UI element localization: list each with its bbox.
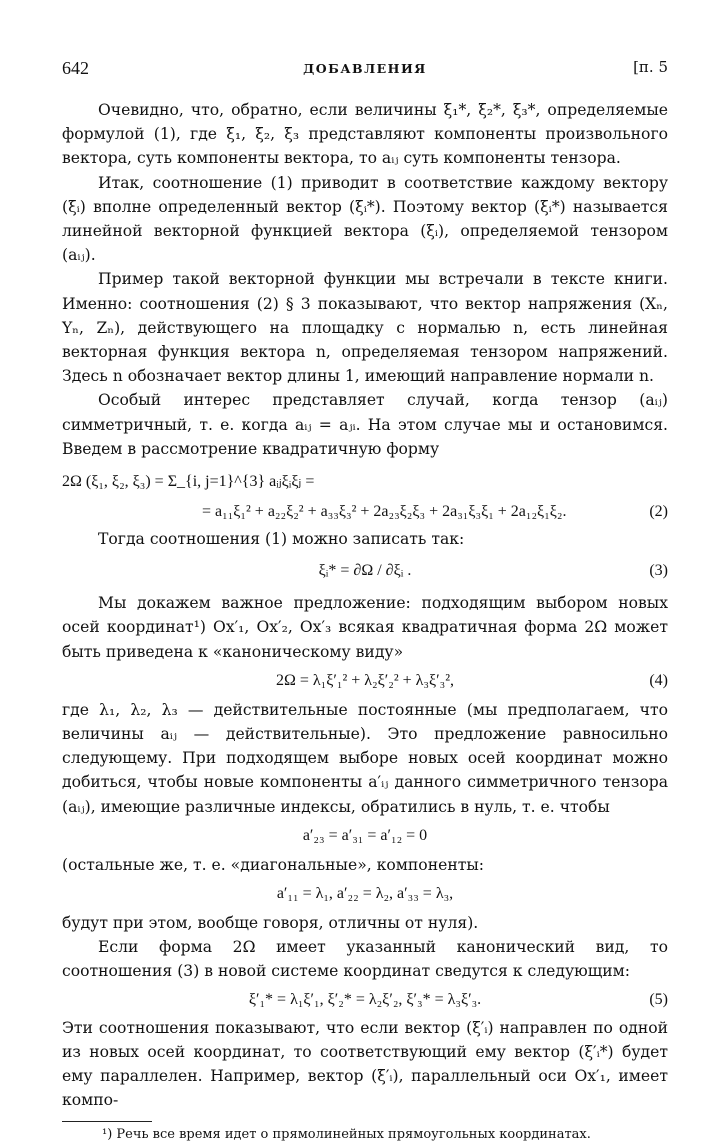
paragraph-11: Эти соотношения показывают, что если вектор (ξ′ᵢ) направлен по одной из новых осей координат, то соответствующий ему вектор (ξ′ᵢ*) будет ему параллелен. Например, вектор (ξ′ᵢ), параллельный оси Ox′₁, имеет компо- (62, 1018, 668, 1110)
formula-2-first: 2Ω (ξ₁, ξ₂, ξ₃) = Σ_{i, j=1}^{3} aᵢⱼξᵢξⱼ = (62, 473, 315, 491)
formula-3-body: ξᵢ* = ∂Ω / ∂ξᵢ . (318, 562, 412, 580)
page (62, 58, 668, 1144)
formula-4-body: 2Ω = λ₁ξ′₁² + λ₂ξ′₂² + λ₃ξ′₃², (276, 671, 454, 689)
paragraph-3: Пример такой векторной функции мы встречали в тексте книги. Именно: соотношения (2) § 3 показывают, что вектор напряжения (Xₙ, Yₙ, Zₙ), действующего на площадку с нормалью n, есть линейная векторная функция вектора n, определяемая тензором напряжений. Здесь n обозначает вектор длины 1, имеющий направление нормали n. (62, 270, 668, 386)
formula-zero-body: a′₂₃ = a′₃₁ = a′₁₂ = 0 (302, 826, 428, 844)
formula-3-number: (3) (649, 562, 668, 580)
formula-5 (62, 984, 668, 1016)
formula-5-body: ξ′₁* = λ₁ξ′₁, ξ′₂* = λ₂ξ′₂, ξ′₃* = λ₃ξ′₃. (248, 990, 482, 1008)
paragraph-9: будут при этом, вообще говоря, отличны от нуля). (62, 914, 479, 933)
formula-2-second: = a₁₁ξ₁² + a₂₂ξ₂² + a₃₃ξ₃² + 2a₂₃ξ₂ξ₃ + 2a₃₁ξ₃ξ₁ + 2a₁₂ξ₁ξ₂. (202, 503, 567, 521)
formula-2-line1 (62, 471, 668, 497)
formula-4 (62, 664, 668, 698)
paragraph-7: где λ₁, λ₂, λ₃ — действительные постоянные (мы предполагаем, что величины aᵢⱼ — действительные). Это предложение равносильно следующему. При подходящем выборе новых осей координат можно добиться, чтобы новые компоненты a′ᵢⱼ данного симметричного тензора (aᵢⱼ), имеющие различные индексы, обратились в нуль, т. е. чтобы (62, 700, 668, 816)
paragraph-2: Итак, соотношение (1) приводит в соответствие каждому вектору (ξᵢ) вполне определенный вектор (ξᵢ*). Поэтому вектор (ξᵢ*) называется линейной векторной функцией вектора (ξᵢ), определяемой тензором (aᵢⱼ). (62, 173, 668, 265)
paragraph-4: Особый интерес представляет случай, когда тензор (aᵢⱼ) симметричный, т. е. когда aᵢⱼ = aⱼᵢ. На этом случае мы и остановимся. Введем в рассмотрение квадратичную форму (62, 391, 668, 458)
paragraph-8: (остальные же, т. е. «диагональные», компоненты: (62, 855, 484, 874)
paragraph-10: Если форма 2Ω имеет указанный канонический вид, то соотношения (3) в новой системе координат сведутся к следующим: (62, 938, 668, 981)
formula-zero (62, 819, 668, 853)
formula-diagonal-body: a′₁₁ = λ₁, a′₂₂ = λ₂, a′₃₃ = λ₃, (276, 885, 454, 903)
formula-diagonal (62, 877, 668, 911)
page-number: 642 (62, 58, 89, 78)
formula-2-line2 (62, 497, 668, 527)
paragraph-1: Очевидно, что, обратно, если величины ξ₁*, ξ₂*, ξ₃*, определяемые формулой (1), где ξ₁, ξ₂, ξ₃ представляют компоненты произвольного вектора, суть компоненты вектора, то aᵢⱼ суть компоненты тензора. (62, 101, 668, 168)
formula-3 (62, 551, 668, 591)
formula-4-number: (4) (649, 671, 668, 689)
paragraph-5: Тогда соотношения (1) можно записать так: (98, 530, 465, 549)
formula-2-number: (2) (649, 503, 668, 521)
paragraph-6: Мы докажем важное предложение: подходящим выбором новых осей координат¹) Ox′₁, Ox′₂, Ox′₃ всякая квадратичная форма 2Ω может быть приведена к «каноническому виду» (62, 594, 668, 661)
footnote-rule (62, 1121, 152, 1122)
header-title: ДОБАВЛЕНИЯ (303, 61, 427, 76)
formula-5-number: (5) (649, 990, 668, 1008)
running-header (62, 58, 668, 84)
footnote: ¹) Речь все время идет о прямолинейных прямоугольных координатах. (102, 1126, 591, 1142)
section-marker: [п. 5 (633, 58, 668, 76)
